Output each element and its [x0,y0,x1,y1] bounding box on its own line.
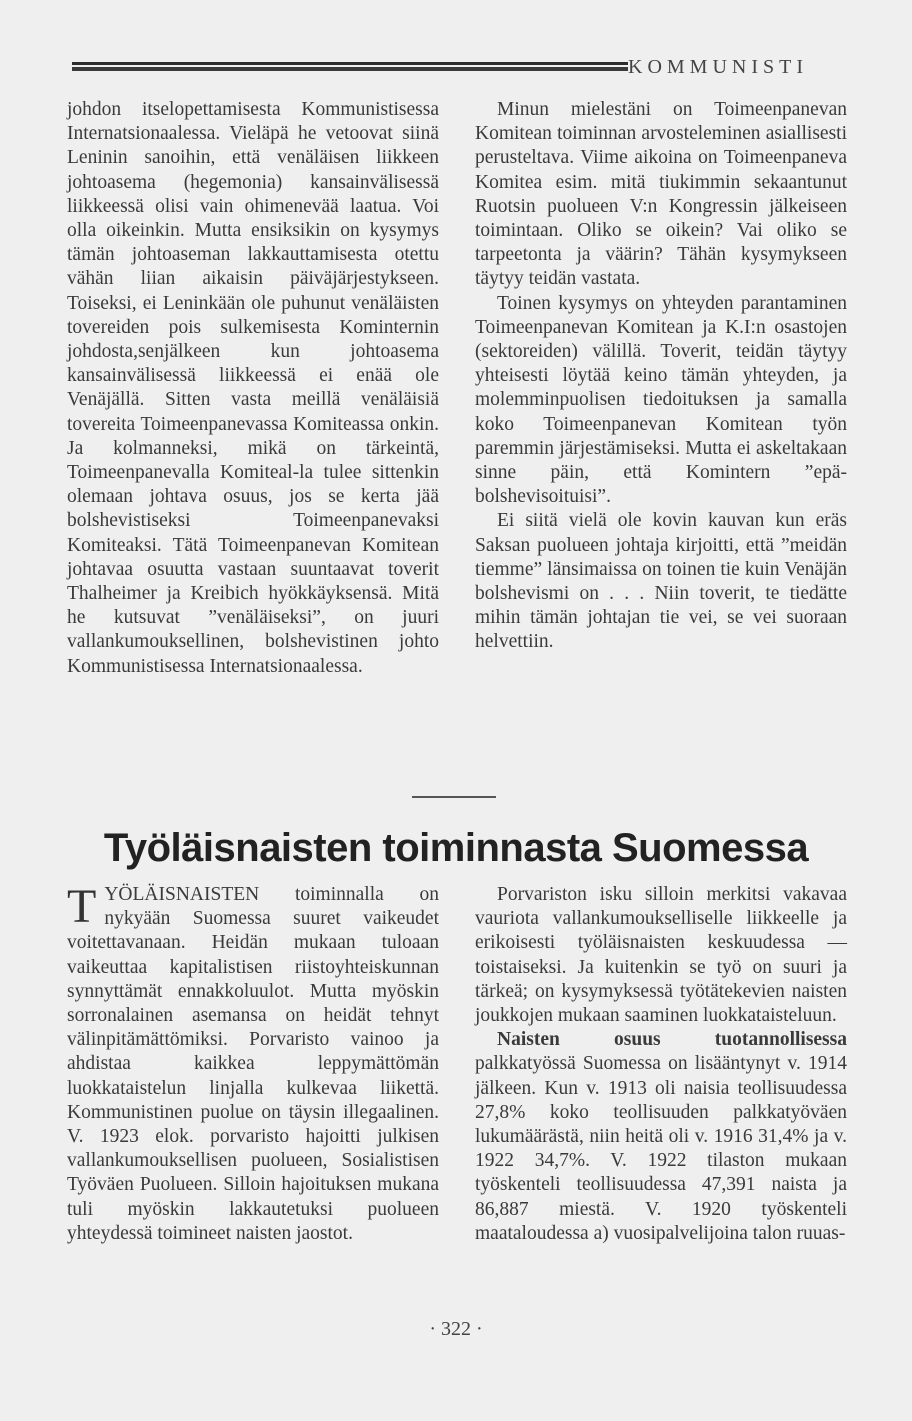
paragraph [67,880,439,1246]
article-title: Työläisnaisten toiminnasta Suomessa [103,826,809,870]
page-number: · 322 · [429,1318,483,1340]
section-divider [412,796,496,798]
header-rule [72,62,628,71]
paragraph: Porvariston isku silloin merkitsi vakavaa vauriota vallankumoukselliselle liikkeelle ja erikoisesti työläisnaisten keskuudessa — toistaiseksi. Ja kuitenkin se työ on suuri ja tärkeä; on kysymyksessä työtätekevien naisten joukkojen mukaan saaminen luokkataisteluun. [475,884,847,1027]
article-right-column [475,883,847,1246]
paragraph: Ei siitä vielä ole kovin kauvan kun eräs Saksan puolueen johtaja kirjoitti, että ”meidän tiemme” länsimaissa on toinen tie kuin Venäjän bolshevismi on . . . Niin toverit, te tiedätte mihin tämän johtajan tie vei, se vei suoraan helvettiin. [475,510,847,653]
paragraph-text: palkkatyössä Suomessa on lisääntynyt v. 1914 jälkeen. Kun v. 1913 oli naisia teollisuudessa 27,8% koko teollisuuden palkkatyöväen lukumäärästä, niin heitä oli v. 1916 31,4% ja v. 1922 34,7%. V. 1922 tilaston mukaan työskenteli teollisuudessa 47,391 naista ja 86,887 miestä. V. 1920 työskenteli maataloudessa a) vuosipalvelijoina talon ruuas- [475,1053,847,1244]
paragraph-text: YÖLÄISNAISTEN toiminnalla on nykyään Suomessa suuret vaikeudet voitettavanaan. Heidän mukaan tuloaan vaikeuttaa kapitalistisen riistoyhteiskunnan synnyttämät ennakkoluulot. Mutta myöskin sorronalainen asemansa on heidät tehnyt välinpitämättömiksi. Porvaristo vainoo ja ahdistaa kaikkea leppymättömän luokkataistelun linjalla kulkevaa liikettä. Kommunistinen puolue on täysin illegaalinen. V. 1923 elok. porvaristo hajoitti julkisen vallankumouksellisen puolueen, Sosialistisen Työväen Puolueen. Silloin hajoituksen mukana tuli myöskin lakkautetuksi puolueen yhteydessä toimineet naisten jaostot. [67,884,439,1244]
paragraph [475,1028,847,1246]
article-left-column [67,880,439,1246]
top-left-column [67,98,439,679]
top-right-column [475,98,847,655]
drop-cap: T [67,880,97,933]
paragraph: johdon itselopettamisesta Kommunistisessa Internatsionaalessa. Vieläpä he vetoovat siinä Leninin sanoihin, että venäläisen liikkeen johtoasema (hegemonia) kansainvälisessä liikkeessä olisi vain ohimenevää laatua. Voi olla oikeinkin. Mutta ensiksikin on kysymys tämän johtoaseman lakkauttamisesta otettu vähän liian aikaisin päiväjärjestykseen. Toiseksi, ei Leninkään ole puhunut venäläisten tovereiden pois sulkemisesta Kominternin johdosta,senjälkeen kun johtoasema kansainvälisessä liikkeessä ei enää ole Venäjällä. Sitten vasta meillä venäläisiä tovereita Toimeenpanevassa Komiteassa onkin. Ja kolmanneksi, mikä on tärkeintä, Toimeenpanevalla Komiteal-la tulee sittenkin olemaan johtava osuus, jos se kerta jää bolshevistiseksi Toimeenpanevaksi Komiteaksi. Tätä Toimeenpanevan Komitean johtavaa osuutta vastaan suuntaavat toverit Thalheimer ja Kreibich hyökkäyksensä. Mitä he kutsuvat ”venäläiseksi”, on juuri vallankumouksellinen, bolshevistinen johto Kommunistisessa Internatsionaalessa. [67,99,439,677]
paragraph: Toinen kysymys on yhteyden parantaminen Toimeenpanevan Komitean ja K.I:n osastojen (sektoreiden) välillä. Toverit, teidän täytyy yhteisesti löytää keino tämän yhteyden, ja molemminpuolisen tiedoituksen ja samalla koko Toimeenpanevan Komitean työn paremmin järjestämiseksi. Mutta ei askeltakaan sinne päin, että Komintern ”epä-bolshevisoituisi”. [475,292,847,508]
paragraph: Minun mielestäni on Toimeenpanevan Komitean toiminnan arvosteleminen asiallisesti perusteltava. Viime aikoina on Toimeenpaneva Komitea esim. mitä tiukimmin sekaantunut Ruotsin puolueen V:n Kongressin jälkeiseen toimintaan. Oliko se oikein? Vai oliko se tarpeetonta ja väärin? Tähän kysymykseen täytyy teidän vastata. [475,99,847,290]
paragraph-lead: Naisten osuus tuotannollisessa [497,1029,847,1051]
running-header: KOMMUNISTI [628,56,808,78]
